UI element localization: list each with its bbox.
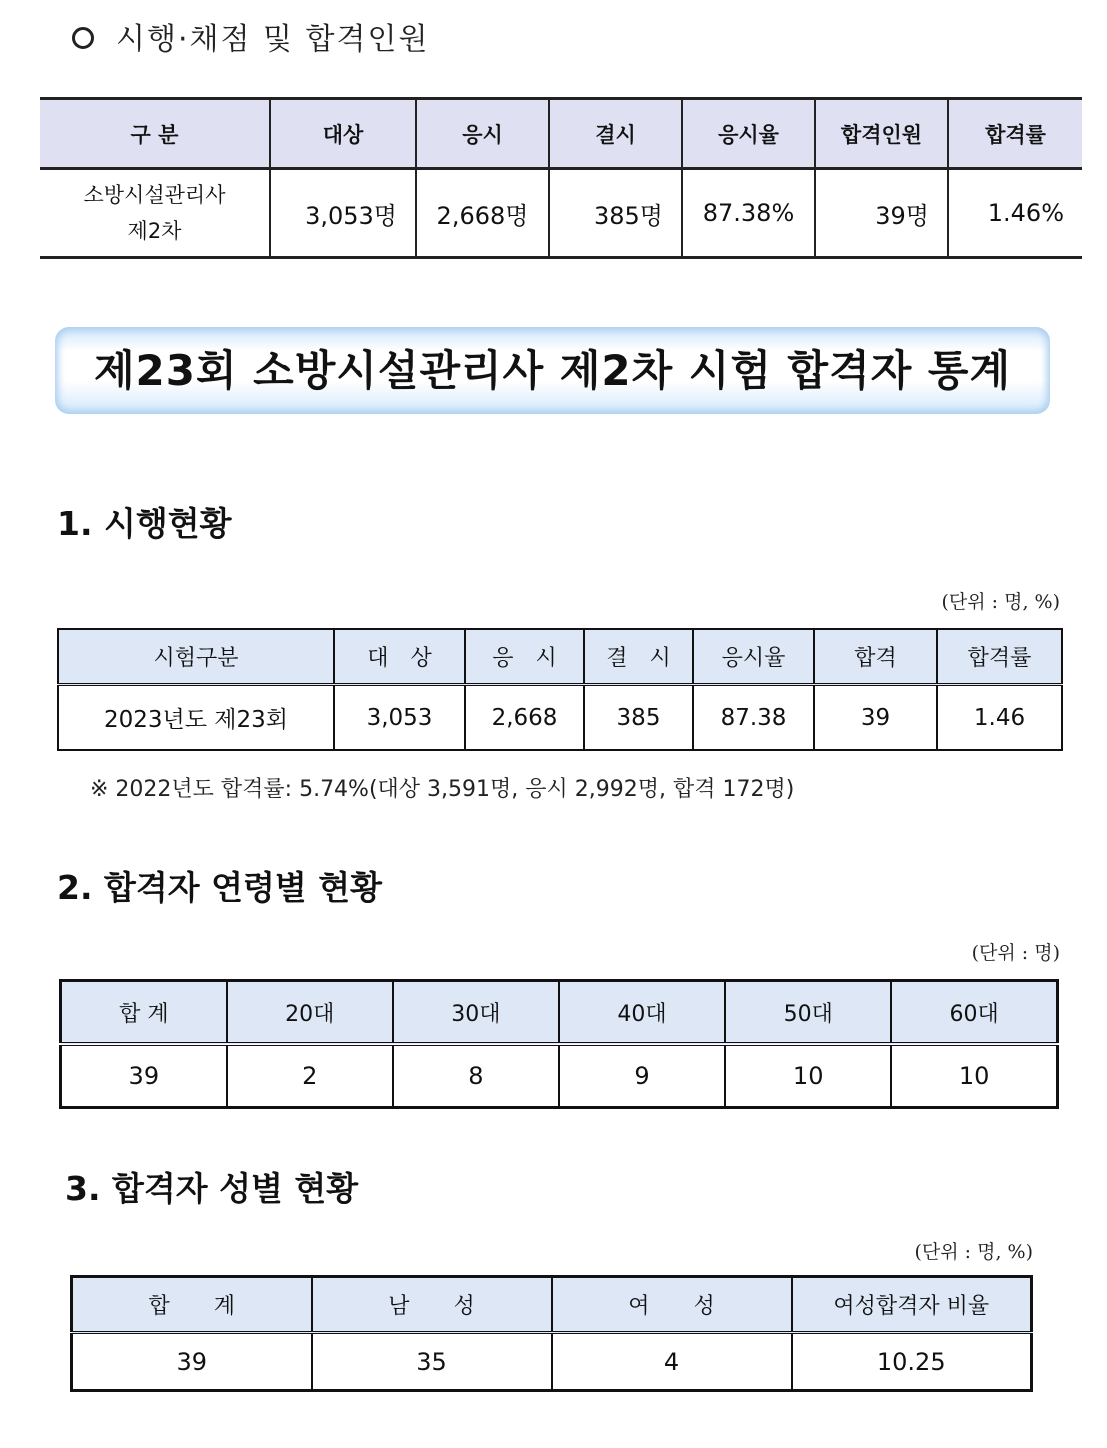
circle-bullet-icon xyxy=(72,27,94,49)
top-heading xyxy=(72,14,429,58)
header-cell: 결 시 xyxy=(584,629,693,685)
data-cell: 3,053 xyxy=(334,685,465,751)
header-cell: 합격률 xyxy=(948,99,1082,169)
data-cell: 10.25 xyxy=(792,1333,1032,1391)
top-heading-text: 시행·채점 및 합격인원 xyxy=(116,22,430,57)
summary-data-row xyxy=(40,169,1082,258)
data-cell: 39명 xyxy=(815,169,948,258)
summary-table xyxy=(40,97,1082,259)
header-cell: 20대 xyxy=(227,981,393,1045)
header-cell: 결시 xyxy=(549,99,682,169)
header-cell: 대상 xyxy=(270,99,416,169)
header-cell: 합격 xyxy=(814,629,937,685)
data-cell: 10 xyxy=(891,1044,1057,1108)
data-cell: 39 xyxy=(814,685,937,751)
data-cell: 3,053명 xyxy=(270,169,416,258)
header-cell: 60대 xyxy=(891,981,1057,1045)
table-row xyxy=(58,685,1062,751)
section-title: 2. 합격자 연령별 현황 xyxy=(57,868,382,907)
data-cell: 2023년도 제23회 xyxy=(104,707,288,733)
table-header-row xyxy=(61,981,1058,1045)
header-cell: 응 시 xyxy=(465,629,584,685)
unit-label: (단위 : 명, %) xyxy=(941,591,1060,613)
header-cell: 대 상 xyxy=(334,629,465,685)
table-header-row xyxy=(72,1277,1032,1333)
header-cell: 여 성 xyxy=(552,1277,792,1333)
header-cell: 40대 xyxy=(559,981,725,1045)
data-cell: 87.38 xyxy=(693,685,814,751)
header-cell: 여성합격자 비율 xyxy=(792,1277,1032,1333)
section-title: 1. 시행현황 xyxy=(57,504,232,543)
header-cell: 합 계 xyxy=(72,1277,312,1333)
header-cell: 합격률 xyxy=(937,629,1062,685)
unit-label: (단위 : 명, %) xyxy=(914,1241,1033,1263)
data-cell: 10 xyxy=(725,1044,891,1108)
footnote: ※ 2022년도 합격률: 5.74%(대상 3,591명, 응시 2,992명, 합격 172명) xyxy=(90,777,795,802)
table-header-row xyxy=(58,629,1062,685)
header-cell: 50대 xyxy=(725,981,891,1045)
data-cell: 4 xyxy=(552,1333,792,1391)
data-cell: 385 xyxy=(584,685,693,751)
data-cell: 87.38% xyxy=(682,169,815,258)
header-cell: 구 분 xyxy=(40,99,270,169)
data-cell: 1.46% xyxy=(948,169,1082,258)
table-row xyxy=(72,1333,1032,1391)
data-cell: 2 xyxy=(227,1044,393,1108)
data-cell: 39 xyxy=(128,1062,160,1090)
gender-table xyxy=(70,1275,1033,1392)
row-label-line: 소방시설관리사 xyxy=(83,183,226,207)
row-label-line: 제2차 xyxy=(127,219,182,243)
header-cell: 시험구분 xyxy=(58,629,334,685)
exam-status-table xyxy=(57,628,1063,751)
banner-title: 제23회 소방시설관리사 제2차 시험 합격자 통계 xyxy=(93,346,1012,395)
data-cell: 35 xyxy=(312,1333,552,1391)
age-table xyxy=(59,979,1059,1109)
data-cell: 385명 xyxy=(549,169,682,258)
unit-label: (단위 : 명) xyxy=(971,942,1060,964)
header-cell: 남 성 xyxy=(312,1277,552,1333)
data-cell: 2,668 xyxy=(465,685,584,751)
header-cell: 응시율 xyxy=(693,629,814,685)
data-cell: 8 xyxy=(393,1044,559,1108)
table-row xyxy=(61,1044,1058,1108)
header-cell: 응시율 xyxy=(682,99,815,169)
data-cell: 9 xyxy=(559,1044,725,1108)
section-title: 3. 합격자 성별 현황 xyxy=(65,1169,359,1208)
data-cell: 39 xyxy=(176,1347,208,1376)
header-cell: 응시 xyxy=(416,99,549,169)
data-cell: 1.46 xyxy=(937,685,1062,751)
row-label-cell xyxy=(40,169,270,258)
data-cell: 2,668명 xyxy=(416,169,549,258)
header-cell: 30대 xyxy=(393,981,559,1045)
summary-header-row xyxy=(40,99,1082,169)
header-cell: 합 계 xyxy=(61,981,227,1045)
header-cell: 합격인원 xyxy=(815,99,948,169)
